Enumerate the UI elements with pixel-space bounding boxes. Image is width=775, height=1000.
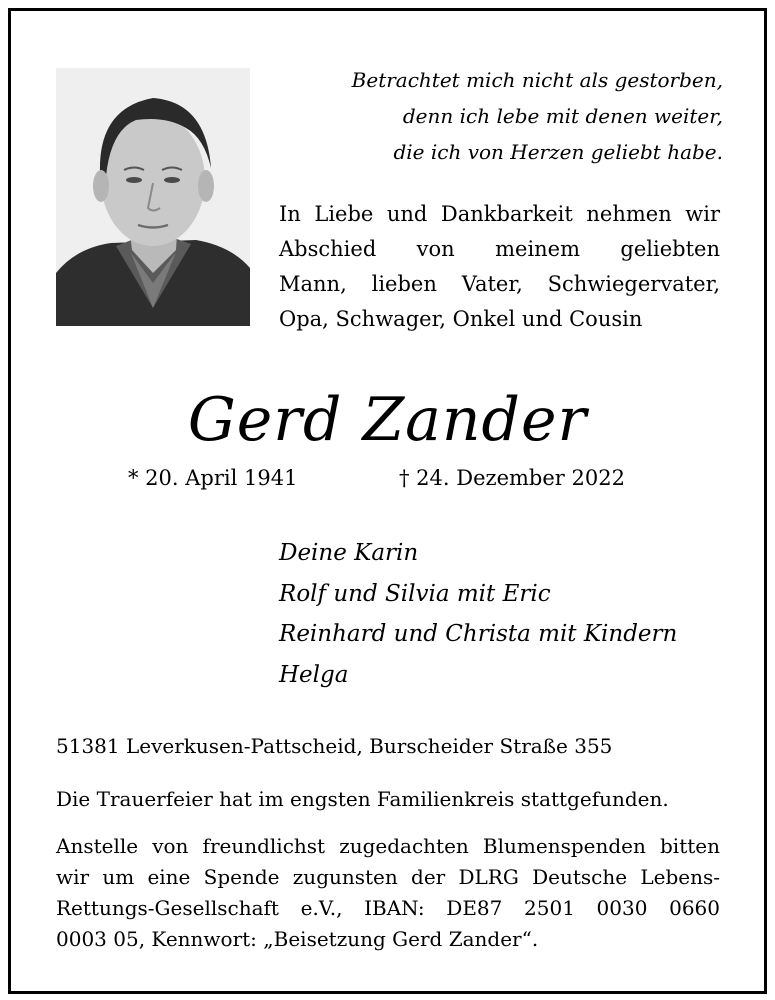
ceremony-note: Die Trauerfeier hat im engsten Familienkreis stattgefunden. xyxy=(56,787,669,811)
signer-line: Helga xyxy=(279,661,349,688)
quote-line: Betrachtet mich nicht als gestorben, xyxy=(351,68,723,92)
farewell-text xyxy=(279,197,720,337)
farewell-line: In Liebe und Dankbarkeit nehmen wir xyxy=(279,202,720,226)
farewell-line: Mann, lieben Vater, Schwiegervater, xyxy=(279,272,720,296)
farewell-line: Abschied von meinem geliebten xyxy=(279,237,720,261)
quote-line: denn ich lebe mit denen weiter, xyxy=(402,104,723,128)
signer-line: Deine Karin xyxy=(279,540,419,566)
signer-line: Reinhard und Christa mit Kindern xyxy=(279,621,678,647)
donation-line: Rettungs-Gesellschaft e.V., IBAN: DE87 2501 0030 0660 xyxy=(56,896,720,920)
donation-request xyxy=(56,831,720,955)
deceased-name: Gerd Zander xyxy=(187,385,588,455)
family-address: 51381 Leverkusen-Pattscheid, Burscheider Straße 355 xyxy=(56,734,613,758)
signer-line: Rolf und Silvia mit Eric xyxy=(279,580,551,607)
farewell-line: Opa, Schwager, Onkel und Cousin xyxy=(279,307,643,331)
portrait-photo xyxy=(56,68,250,326)
donation-line: wir um eine Spende zugunsten der DLRG Deutsche Lebens- xyxy=(56,865,720,889)
memorial-quote xyxy=(323,62,723,170)
family-signers xyxy=(279,533,677,695)
quote-line: die ich von Herzen geliebt habe. xyxy=(393,140,723,164)
donation-line: 0003 05, Kennwort: „Beisetzung Gerd Zander“. xyxy=(56,927,539,951)
death-date: † 24. Dezember 2022 xyxy=(399,466,625,490)
birth-date: * 20. April 1941 xyxy=(128,466,298,490)
donation-line: Anstelle von freundlichst zugedachten Blumenspenden bitten xyxy=(56,834,720,858)
